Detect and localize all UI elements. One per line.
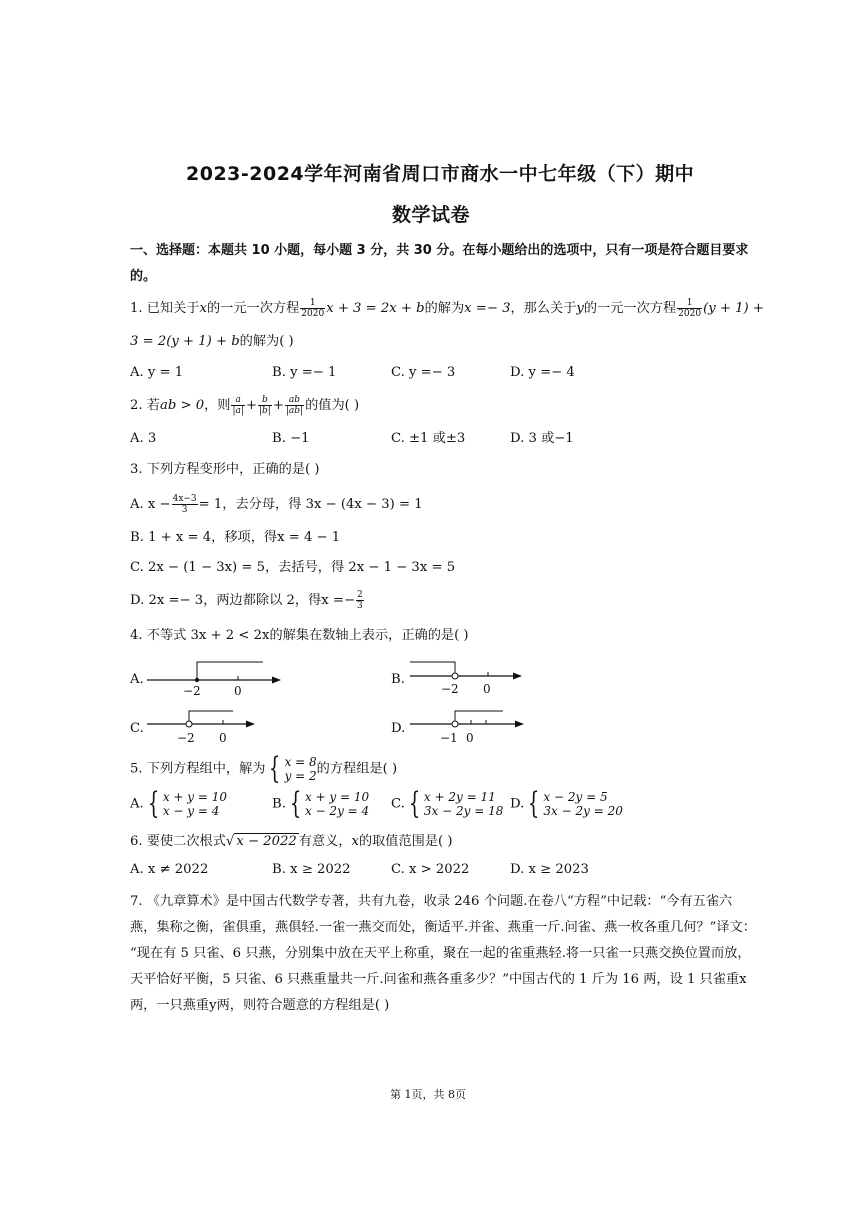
q4-option-d-number-line[interactable] (408, 706, 533, 748)
section-header-line1: 一、选择题：本题共 10 小题，每小题 3 分，共 30 分。在每小题给出的选项中，只有一项是符合题目要求 (130, 243, 749, 258)
question-1-line1: 1. 已知关于x的一元一次方程 $\frac{1}{2020}$ x + 3 = 2x + b的解为x =− 3，那么关于y的一元一次方程 $\frac{1}{2020}$ (y + 1) + (130, 298, 764, 319)
fraction: $\frac{4x-3}{3}$ (172, 494, 197, 515)
q4-option-c-label[interactable]: C. (130, 721, 144, 736)
tick-label: 0 (219, 731, 227, 745)
tick-label: −2 (441, 682, 459, 696)
q5-option-b[interactable]: B. { x + y = 10 x − 2y = 4 (272, 786, 370, 821)
q4-option-b-label[interactable]: B. (391, 672, 405, 687)
q6-option-b[interactable]: B. x ≥ 2022 (272, 862, 351, 877)
fraction: $\frac{1}{2020}$ (678, 298, 702, 319)
q4-option-a-number-line[interactable] (145, 656, 285, 698)
question-3-stem: 3. 下列方程变形中，正确的是( ) (130, 462, 320, 477)
q3-option-b[interactable]: B. 1 + x = 4，移项，得x = 4 − 1 (130, 530, 341, 545)
q5-option-a[interactable]: A. { x + y = 10 x − y = 4 (130, 786, 227, 821)
square-root-icon: √ (225, 834, 235, 849)
q6-option-a[interactable]: A. x ≠ 2022 (130, 862, 209, 877)
q5-option-d[interactable]: D. { x − 2y = 5 3x − 2y = 20 (510, 786, 623, 821)
q3-option-d[interactable]: D. 2x =− 3，两边都除以 2，得x =− $\frac{2}{3}$ (130, 590, 363, 611)
exam-subtitle: 数学试卷 (392, 204, 471, 226)
q1-option-c[interactable]: C. y =− 3 (391, 365, 456, 380)
fraction: $\frac{ab}{|ab|}$ (285, 395, 304, 416)
q3-option-c[interactable]: C. 2x − (1 − 3x) = 5，去括号，得 2x − 1 − 3x = 5 (130, 560, 456, 575)
question-7-line5: 两，一只燕重y两，则符合题意的方程组是( ) (130, 998, 390, 1013)
tick-label: 0 (234, 684, 242, 698)
question-7-line2: 燕，集称之衡，雀俱重，燕俱轻.一雀一燕交而处，衡适平.并雀、燕重一斤.问雀、燕一枚各重几何？”译文： (130, 920, 756, 935)
question-7-line3: “现在有 5 只雀、6 只燕，分别集中放在天平上称重，聚在一起的雀重燕轻.将一只雀一只燕交换位置而放， (130, 946, 751, 961)
fraction: $\frac{a}{|a|}$ (232, 395, 244, 416)
q6-option-d[interactable]: D. x ≥ 2023 (510, 862, 589, 877)
tick-label: −2 (177, 731, 195, 745)
solution-brace: { x = 8 y = 2 (269, 751, 317, 786)
question-4-stem: 4. 不等式 3x + 2 < 2x的解集在数轴上表示，正确的是( ) (130, 628, 469, 643)
q2-option-d[interactable]: D. 3 或−1 (510, 431, 574, 446)
q4-option-a-label[interactable]: A. (130, 672, 144, 687)
page-footer: 第 1页，共 8页 (390, 1088, 466, 1101)
tick-label: 0 (466, 731, 474, 745)
q1-option-b[interactable]: B. y =− 1 (272, 365, 337, 380)
fraction: $\frac{2}{3}$ (357, 590, 363, 611)
question-2-stem: 2. 若ab > 0，则 $\frac{a}{|a|}$ + $\frac{b}{|b|}$ + $\frac{ab}{|ab|}$ 的值为( ) (130, 395, 360, 416)
tick-label: −2 (183, 684, 201, 698)
tick-label: −1 (440, 731, 458, 745)
question-7-line4: 天平恰好平衡，5 只雀、6 只燕重量共一斤.问雀和燕各重多少？”中国古代的 1 斤为 16 两，设 1 只雀重x (130, 972, 747, 987)
q3-option-a[interactable]: A. x − $\frac{4x-3}{3}$ = 1，去分母，得 3x − (4x − 3) = 1 (130, 494, 423, 515)
q2-option-c[interactable]: C. ±1 或±3 (391, 431, 466, 446)
q6-option-c[interactable]: C. x > 2022 (391, 862, 470, 877)
q1-option-a[interactable]: A. y = 1 (130, 365, 184, 380)
q5-option-c[interactable]: C. { x + 2y = 11 3x − 2y = 18 (391, 786, 504, 821)
fraction: $\frac{1}{2020}$ (301, 298, 325, 319)
q4-option-c-number-line[interactable] (145, 706, 265, 748)
q2-option-b[interactable]: B. −1 (272, 431, 310, 446)
exam-title: 2023-2024学年河南省周口市商水一中七年级（下）期中 (186, 163, 695, 185)
q4-option-d-label[interactable]: D. (391, 721, 406, 736)
tick-label: 0 (483, 682, 491, 696)
q1-option-d[interactable]: D. y =− 4 (510, 365, 575, 380)
question-7-line1: 7. 《九章算术》是中国古代数学专著，共有九卷，收录 246 个问题.在卷八“方程”中记载：“今有五雀六 (130, 894, 733, 909)
question-5-stem: 5. 下列方程组中，解为 { x = 8 y = 2 的方程组是( ) (130, 751, 398, 786)
question-6-stem: 6. 要使二次根式√ x − 2022 有意义，x的取值范围是( ) (130, 834, 453, 849)
q2-option-a[interactable]: A. 3 (130, 431, 157, 446)
fraction: $\frac{b}{|b|}$ (258, 395, 271, 416)
section-header-line2: 的。 (130, 269, 157, 284)
q4-option-b-number-line[interactable] (408, 656, 528, 698)
question-1-line2: 3 = 2(y + 1) + b的解为( ) (130, 334, 294, 349)
